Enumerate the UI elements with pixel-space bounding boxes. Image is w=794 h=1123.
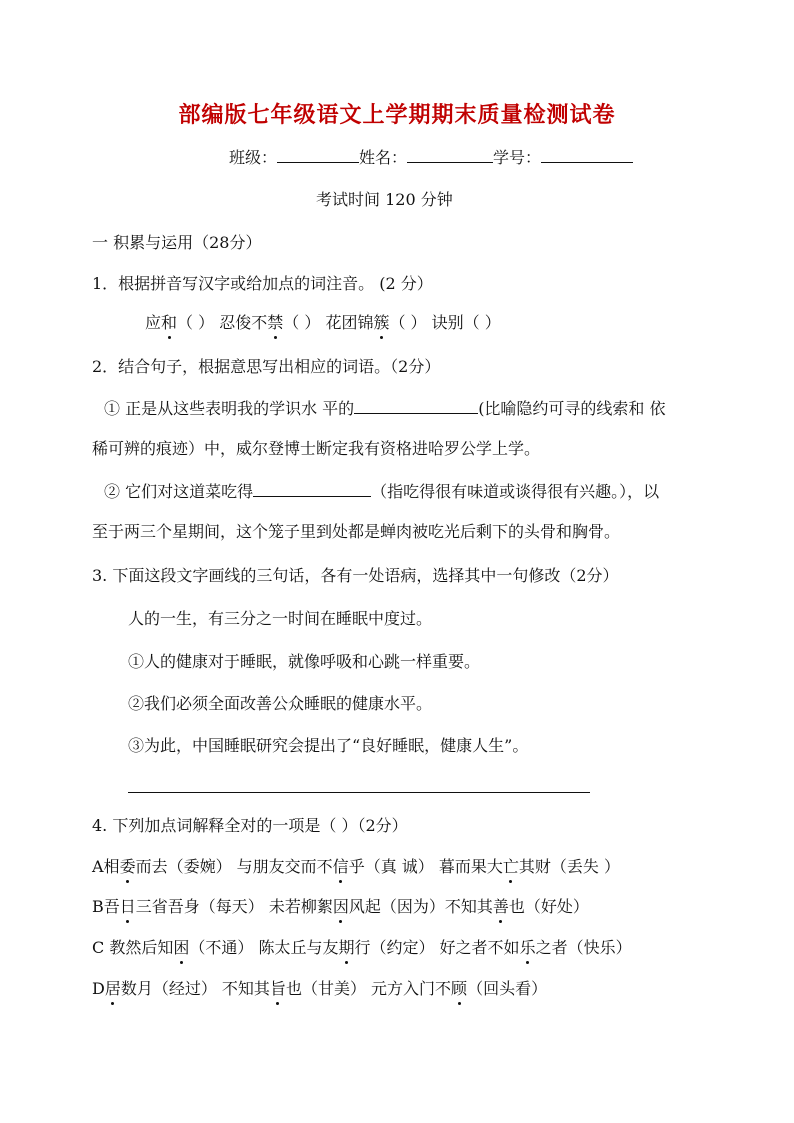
q4-option-c: C 教然后知困（不通） 陈太丘与友期行（约定） 好之者不如乐之者（快乐） [92, 938, 632, 957]
q3-passage-line: ③为此，中国睡眠研究会提出了“良好睡眠，健康人生”。 [128, 736, 529, 755]
question-2-sentence-1-cont: 稀可辨的痕迹）中，威尔登博士断定我有资格进哈罗公学上学。 [92, 439, 541, 458]
q4-option-b: B吾日三省吾身（每天） 未若柳絮因风起（因为）不知其善也（好处） [92, 897, 589, 916]
q2-answer-blank-1[interactable] [354, 398, 478, 414]
question-4-stem: 4. 下列加点词解释全对的一项是（ ）（2分） [92, 816, 408, 835]
number-blank[interactable] [541, 147, 633, 163]
q4-option-a: A相委而去（委婉） 与朋友交而不信乎（真 诚） 暮而果大亡其财（丢失 ） [92, 857, 620, 876]
class-label: 班级： [229, 148, 278, 167]
number-label: 学号： [493, 148, 542, 167]
q1-item: 应和（ ） [145, 313, 215, 332]
page-title: 部编版七年级语文上学期期末质量检测试卷 [178, 103, 616, 128]
question-2-stem: 2．结合句子，根据意思写出相应的词语。（2分） [92, 357, 441, 376]
q3-passage-line: 人的一生，有三分之一时间在睡眠中度过。 [128, 609, 433, 628]
question-3-stem: 3. 下面这段文字画线的三句话，各有一处语病，选择其中一句修改（2分） [92, 566, 619, 585]
question-1-items [145, 313, 501, 333]
exam-time: 考试时间 120 分钟 [316, 190, 453, 209]
q2-answer-blank-2[interactable] [253, 481, 371, 497]
question-2-sentence-1: ① 正是从这些表明我的学识水 平的 (比喻隐约可寻的线索和 依 [104, 399, 666, 418]
q3-passage-line: ①人的健康对于睡眠，就像呼吸和心跳一样重要。 [128, 652, 481, 671]
class-blank[interactable] [277, 147, 359, 163]
student-info-line [229, 147, 633, 168]
q4-option-d: D居数月（经过） 不知其旨也（甘美） 元方入门不顾（回头看） [92, 979, 548, 998]
q1-item: 花团锦簇（ ） [325, 313, 427, 332]
question-2-sentence-2: ② 它们对这道菜吃得 （指吃得很有味道或谈得很有兴趣。），以 [104, 482, 660, 501]
question-2-sentence-2-cont: 至于两三个星期间，这个笼子里到处都是蝉肉被吃光后剩下的头骨和胸骨。 [92, 522, 621, 541]
section-1-heading: 一 积累与运用（28分） [92, 233, 262, 252]
q3-passage-line: ②我们必须全面改善公众睡眠的健康水平。 [128, 694, 433, 713]
q3-answer-line[interactable] [128, 792, 590, 793]
q1-item: 忍俊不禁（ ） [219, 313, 321, 332]
q1-item: 诀别（ ） [431, 313, 501, 332]
name-label: 姓名： [359, 148, 408, 167]
question-1-stem: 1．根据拼音写汉字或给加点的词注音。 (2 分） [92, 274, 433, 293]
name-blank[interactable] [407, 147, 493, 163]
